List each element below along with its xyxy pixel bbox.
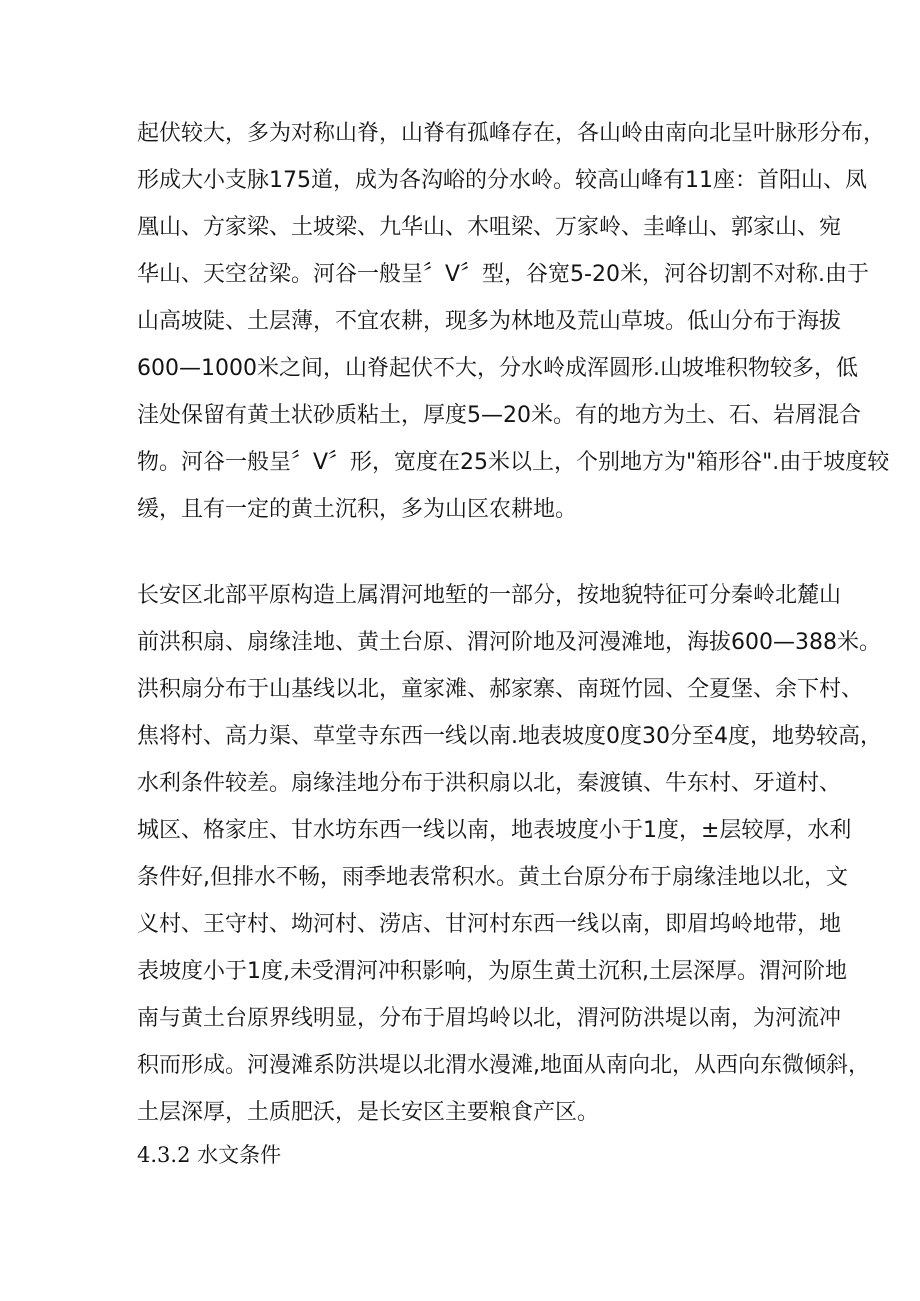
text-line: 条件好,但排水不畅，雨季地表常积水。黄土台原分布于扇缘洼地以北，文 [137,865,848,890]
text-line: 凰山、方家梁、土坡梁、九华山、木咀梁、万家岭、圭峰山、郭家山、宛 [137,215,842,240]
text-line: 物。河谷一般呈〞V〞形，宽度在25米以上，个别地方为"箱形谷".由于坡度较 [137,450,890,475]
text-line: 洪积扇分布于山基线以北，童家滩、郝家寨、南斑竹园、仝夏堡、余下村、 [137,677,864,702]
text-line: 华山、天空岔梁。河谷一般呈〞V〞型，谷宽5-20米，河谷切割不对称.由于 [137,262,869,287]
paragraph-landform-mountains [137,110,889,533]
text-line: 焦将村、高力渠、草堂寺东西一线以南.地表坡度0度30分至4度，地势较高， [137,724,882,749]
text-line: 水利条件较差。扇缘洼地分布于洪积扇以北，秦渡镇、牛东村、牙道村、 [137,771,842,796]
text-line: 前洪积扇、扇缘洼地、黄土台原、渭河阶地及河漫滩地，海拔600—388米。 [137,630,881,655]
text-line: 长安区北部平原构造上属渭河地堑的一部分，按地貌特征可分秦岭北麓山 [137,583,842,608]
text-line: 山高坡陡、土层薄，不宜农耕，现多为林地及荒山草坡。低山分布于海拔 [137,309,842,334]
text-line: 表坡度小于1度,未受渭河冲积影响，为原生黄土沉积,土层深厚。渭河阶地 [137,959,847,984]
paragraph-landform-plain [137,572,882,1136]
text-line: 南与黄土台原界线明显，分布于眉坞岭以北，渭河防洪堤以南，为河流冲 [137,1006,842,1031]
text-line: 城区、格家庄、甘水坊东西一线以南，地表坡度小于1度，±层较厚，水利 [137,818,852,843]
text-line: 600—1000米之间，山脊起伏不大，分水岭成浑圆形.山坡堆积物较多，低 [137,356,858,381]
text-line: 洼处保留有黄土状砂质粘土，厚度5—20米。有的地方为土、石、岩屑混合 [137,403,861,428]
text-line: 土层深厚，土质肥沃，是长安区主要粮食产区。 [137,1100,600,1125]
text-line: 积而形成。河漫滩系防洪堤以北渭水漫滩,地面从南向北，从西向东微倾斜， [137,1053,870,1078]
text-line: 形成大小支脉175道，成为各沟峪的分水岭。较高山峰有11座：首阳山、凤 [137,168,867,193]
text-line: 缓，且有一定的黄土沉积，多为山区农耕地。 [137,497,578,522]
text-line: 起伏较大，多为对称山脊，山脊有孤峰存在，各山岭由南向北呈叶脉形分布， [137,121,886,146]
section-heading: 4.3.2 水文条件 [137,1143,282,1167]
text-line: 义村、王守村、坳河村、涝店、甘河村东西一线以南，即眉坞岭地带，地 [137,912,842,937]
